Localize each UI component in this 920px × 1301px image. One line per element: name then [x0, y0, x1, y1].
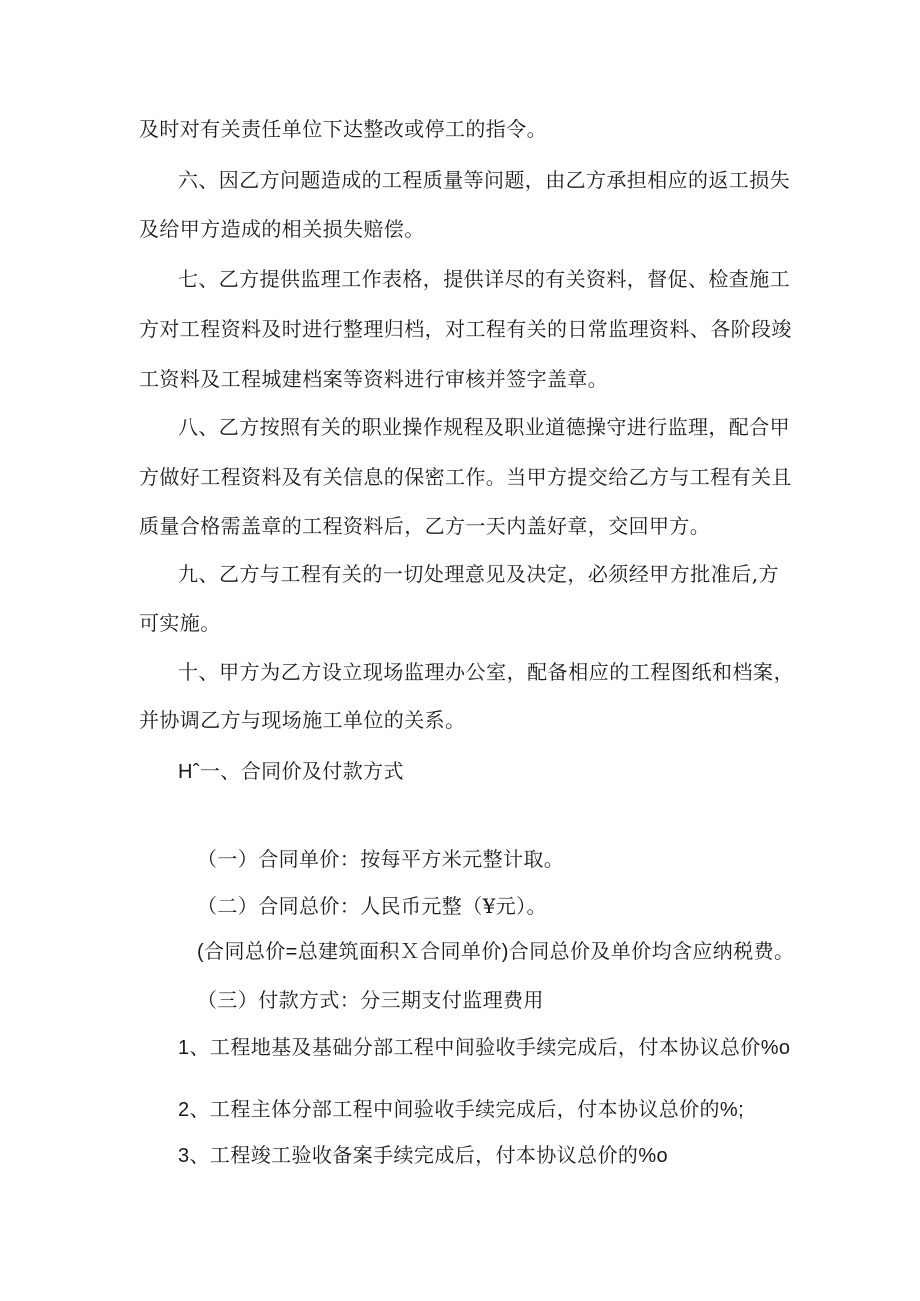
- paragraph-line: 六、因乙方问题造成的工程质量等问题，由乙方承担相应的返工损失: [178, 168, 790, 192]
- list-item: 1、工程地基及基础分部工程中间验收手续完成后，付本协议总价%o: [178, 1037, 791, 1059]
- paragraph-line: 及时对有关责任单位下达整改或停工的指令。: [139, 117, 547, 141]
- paragraph-line: （一）合同单价：按每平方米元整计取。: [197, 847, 565, 871]
- paragraph-line: 及给甲方造成的相关损失赔偿。: [139, 217, 425, 241]
- paragraph-line: 九、乙方与工程有关的一切处理意见及决定，必须经甲方批准后,方: [178, 562, 779, 586]
- paragraph-line: 七、乙方提供监理工作表格，提供详尽的有关资料，督促、检查施工: [178, 267, 790, 291]
- paragraph-line: 方做好工程资料及有关信息的保密工作。当甲方提交给乙方与工程有关且: [139, 465, 792, 489]
- list-item: 2、工程主体分部工程中间验收手续完成后，付本协议总价的%;: [178, 1099, 745, 1121]
- paragraph-line: 十、甲方为乙方设立现场监理办公室，配备相应的工程图纸和档案，: [178, 660, 794, 684]
- list-item: 3、工程竣工验收备案手续完成后，付本协议总价的%o: [178, 1145, 669, 1167]
- paragraph-line: 可实施。: [139, 611, 221, 635]
- paragraph-line: 并协调乙方与现场施工单位的关系。: [139, 708, 466, 732]
- paragraph-line: （三）付款方式：分三期支付监理费用: [197, 988, 544, 1012]
- paragraph-line: 方对工程资料及时进行整理归档，对工程有关的日常监理资料、各阶段竣: [139, 317, 792, 341]
- paragraph-line: 工资料及工程城建档案等资料进行审核并签字盖章。: [139, 367, 609, 391]
- paragraph-line: 八、乙方按照有关的职业操作规程及职业道德操守进行监理，配合甲: [178, 415, 790, 439]
- paragraph-line: （二）合同总价：人民币元整（¥元）。: [197, 894, 547, 918]
- paragraph-line: (合同总价=总建筑面积Ｘ合同单价)合同总价及单价均含应纳税费。: [197, 941, 795, 963]
- paragraph-line: 质量合格需盖章的工程资料后，乙方一天内盖好章，交回甲方。: [139, 514, 711, 538]
- section-heading: Hˆ一、合同价及付款方式: [178, 761, 404, 783]
